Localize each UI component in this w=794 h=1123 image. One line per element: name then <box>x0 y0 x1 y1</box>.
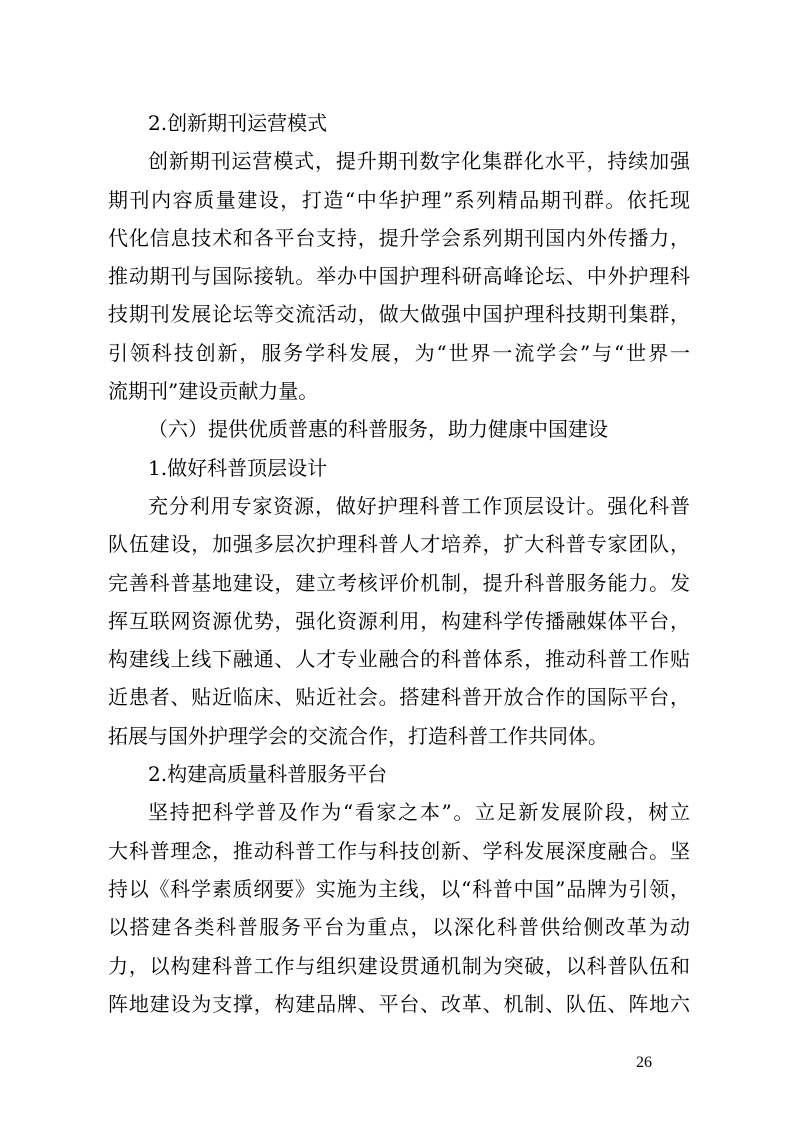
paragraph-line: 拓展与国外护理学会的交流合作，打造科普工作共同体。 <box>108 723 608 748</box>
subheading-service-platform: 2.构建高质量科普服务平台 <box>148 762 388 787</box>
paragraph-line: 技期刊发展论坛等交流活动，做大做强中国护理科技期刊集群， <box>108 302 690 327</box>
section-heading-science-popularization: （六）提供优质普惠的科普服务，助力健康中国建设 <box>148 417 608 442</box>
paragraph-line: 坚持把科学普及作为“看家之本”。立足新发展阶段，树立 <box>148 800 690 825</box>
paragraph-line: 阵地建设为支撑，构建品牌、平台、改革、机制、队伍、阵地六 <box>108 991 690 1016</box>
paragraph-line: 代化信息技术和各平台支持，提升学会系列期刊国内外传播力， <box>108 225 690 250</box>
paragraph-line: 力，以构建科普工作与组织建设贯通机制为突破，以科普队伍和 <box>108 953 690 978</box>
paragraph-line: 引领科技创新，服务学科发展，为“世界一流学会”与“世界一 <box>108 340 690 365</box>
paragraph-line: 期刊内容质量建设，打造“中华护理”系列精品期刊群。依托现 <box>108 187 690 212</box>
paragraph-line: 创新期刊运营模式，提升期刊数字化集群化水平，持续加强 <box>148 149 690 174</box>
paragraph-line: 以搭建各类科普服务平台为重点，以深化科普供给侧改革为动 <box>108 915 690 940</box>
paragraph-line: 挥互联网资源优势，强化资源利用，构建科学传播融媒体平台， <box>108 608 690 633</box>
paragraph-line: 队伍建设，加强多层次护理科普人才培养，扩大科普专家团队， <box>108 532 690 557</box>
paragraph-line: 近患者、贴近临床、贴近社会。搭建科普开放合作的国际平台， <box>108 685 690 710</box>
paragraph-line: 持以《科学素质纲要》实施为主线，以“科普中国”品牌为引领， <box>108 876 690 901</box>
paragraph-line: 大科普理念，推动科普工作与科技创新、学科发展深度融合。坚 <box>108 838 690 863</box>
paragraph-line: 推动期刊与国际接轨。举办中国护理科研高峰论坛、中外护理科 <box>108 264 690 289</box>
subheading-innovate-journal-operation: 2.创新期刊运营模式 <box>148 111 328 135</box>
page-number: 26 <box>636 1054 652 1071</box>
paragraph-line: 构建线上线下融通、人才专业融合的科普体系，推动科普工作贴 <box>108 647 690 672</box>
paragraph-line: 流期刊”建设贡献力量。 <box>108 379 319 404</box>
subheading-top-level-design: 1.做好科普顶层设计 <box>148 455 328 480</box>
paragraph-line: 充分利用专家资源，做好护理科普工作顶层设计。强化科普 <box>148 493 690 518</box>
document-body <box>108 104 690 1023</box>
paragraph-line: 完善科普基地建设，建立考核评价机制，提升科普服务能力。发 <box>108 570 690 595</box>
